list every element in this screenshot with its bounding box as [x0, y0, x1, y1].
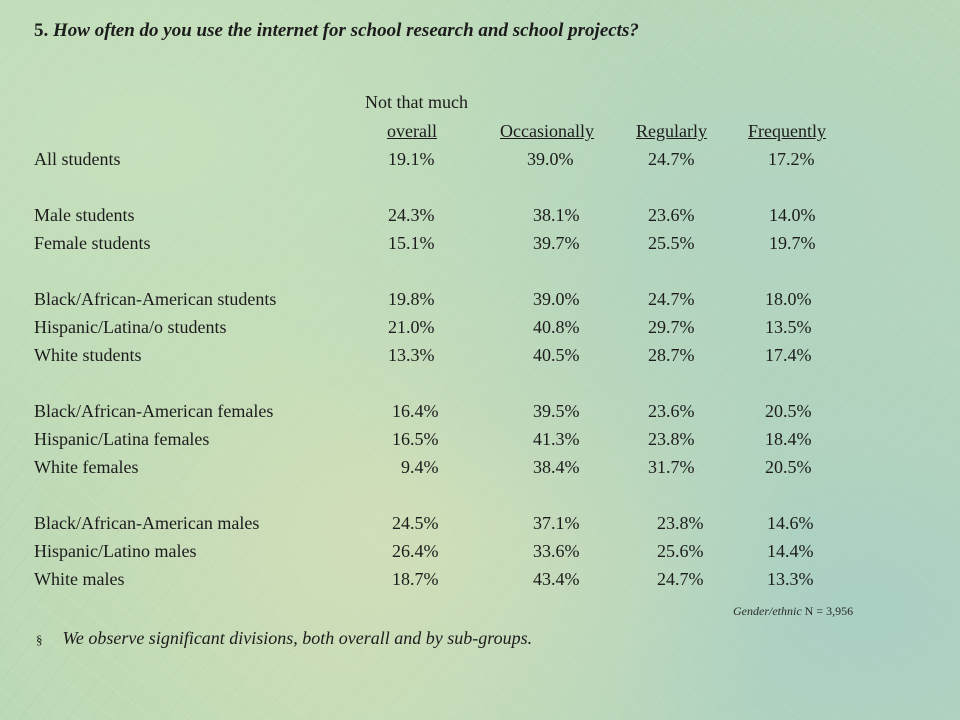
table-header: [0, 121, 960, 147]
row-label: All students: [34, 149, 121, 169]
conclusion-bullet: [36, 628, 532, 649]
table-row: [0, 513, 960, 539]
question-text: How often do you use the internet for school research and school projects?: [53, 20, 639, 41]
value-occasionally: 39.5%: [533, 401, 580, 421]
table-row: [0, 569, 960, 595]
value-frequently: 17.4%: [765, 345, 812, 365]
value-regularly: 29.7%: [648, 317, 695, 337]
value-frequently: 20.5%: [765, 457, 812, 477]
value-frequently: 14.0%: [769, 205, 816, 225]
value-regularly: 23.8%: [648, 429, 695, 449]
table-row: [0, 205, 960, 231]
value-regularly: 23.6%: [648, 401, 695, 421]
value-occasionally: 39.0%: [527, 149, 574, 169]
row-label: Hispanic/Latino males: [34, 541, 197, 561]
table-row: [0, 541, 960, 567]
row-label: Black/African-American females: [34, 401, 274, 421]
row-label: Hispanic/Latina/o students: [34, 317, 227, 337]
value-occasionally: 43.4%: [533, 569, 580, 589]
value-not-that-much: 13.3%: [388, 345, 435, 365]
value-not-that-much: 26.4%: [392, 541, 439, 561]
header-col3: Regularly: [636, 121, 707, 141]
table-row: [0, 149, 960, 175]
value-frequently: 19.7%: [769, 233, 816, 253]
value-occasionally: 41.3%: [533, 429, 580, 449]
value-occasionally: 38.1%: [533, 205, 580, 225]
value-not-that-much: 18.7%: [392, 569, 439, 589]
value-regularly: 24.7%: [657, 569, 704, 589]
value-regularly: 24.7%: [648, 149, 695, 169]
value-regularly: 25.5%: [648, 233, 695, 253]
header-col1-line1: Not that much: [365, 92, 468, 112]
row-label: White females: [34, 457, 139, 477]
row-label: Female students: [34, 233, 151, 253]
value-not-that-much: 24.5%: [392, 513, 439, 533]
table-row: [0, 233, 960, 259]
row-label: Hispanic/Latina females: [34, 429, 210, 449]
value-not-that-much: 16.4%: [392, 401, 439, 421]
note-label: Gender/ethnic: [733, 604, 802, 618]
table-row: [0, 289, 960, 315]
value-not-that-much: 21.0%: [388, 317, 435, 337]
header-col1-line2: overall: [387, 121, 437, 141]
value-occasionally: 38.4%: [533, 457, 580, 477]
value-frequently: 13.5%: [765, 317, 812, 337]
value-not-that-much: 15.1%: [388, 233, 435, 253]
value-not-that-much: 16.5%: [392, 429, 439, 449]
question-number: 5.: [34, 20, 49, 41]
row-label: White students: [34, 345, 142, 365]
value-frequently: 17.2%: [768, 149, 815, 169]
section-bullet-icon: §: [36, 632, 43, 647]
row-label: Male students: [34, 205, 135, 225]
slide-title: [34, 20, 639, 42]
value-frequently: 18.4%: [765, 429, 812, 449]
value-frequently: 14.6%: [767, 513, 814, 533]
value-frequently: 14.4%: [767, 541, 814, 561]
value-regularly: 31.7%: [648, 457, 695, 477]
table-row: [0, 345, 960, 371]
value-frequently: 20.5%: [765, 401, 812, 421]
sample-size-note: [733, 604, 853, 619]
header-col2: Occasionally: [500, 121, 594, 141]
row-label: Black/African-American males: [34, 513, 260, 533]
value-not-that-much: 24.3%: [388, 205, 435, 225]
row-label: Black/African-American students: [34, 289, 277, 309]
table-row: [0, 457, 960, 483]
table-row: [0, 429, 960, 455]
value-not-that-much: 19.8%: [388, 289, 435, 309]
value-frequently: 18.0%: [765, 289, 812, 309]
row-label: White males: [34, 569, 125, 589]
value-not-that-much: 9.4%: [401, 457, 439, 477]
value-occasionally: 37.1%: [533, 513, 580, 533]
value-regularly: 24.7%: [648, 289, 695, 309]
value-regularly: 23.6%: [648, 205, 695, 225]
value-occasionally: 33.6%: [533, 541, 580, 561]
value-regularly: 23.8%: [657, 513, 704, 533]
value-occasionally: 40.8%: [533, 317, 580, 337]
value-not-that-much: 19.1%: [388, 149, 435, 169]
table-row: [0, 317, 960, 343]
value-occasionally: 39.0%: [533, 289, 580, 309]
value-occasionally: 39.7%: [533, 233, 580, 253]
value-frequently: 13.3%: [767, 569, 814, 589]
table-row: [0, 401, 960, 427]
value-regularly: 25.6%: [657, 541, 704, 561]
header-col4: Frequently: [748, 121, 826, 141]
value-occasionally: 40.5%: [533, 345, 580, 365]
note-n-value: N = 3,956: [804, 604, 854, 618]
conclusion-text: We observe significant divisions, both overall and by sub-groups.: [62, 628, 533, 648]
value-regularly: 28.7%: [648, 345, 695, 365]
